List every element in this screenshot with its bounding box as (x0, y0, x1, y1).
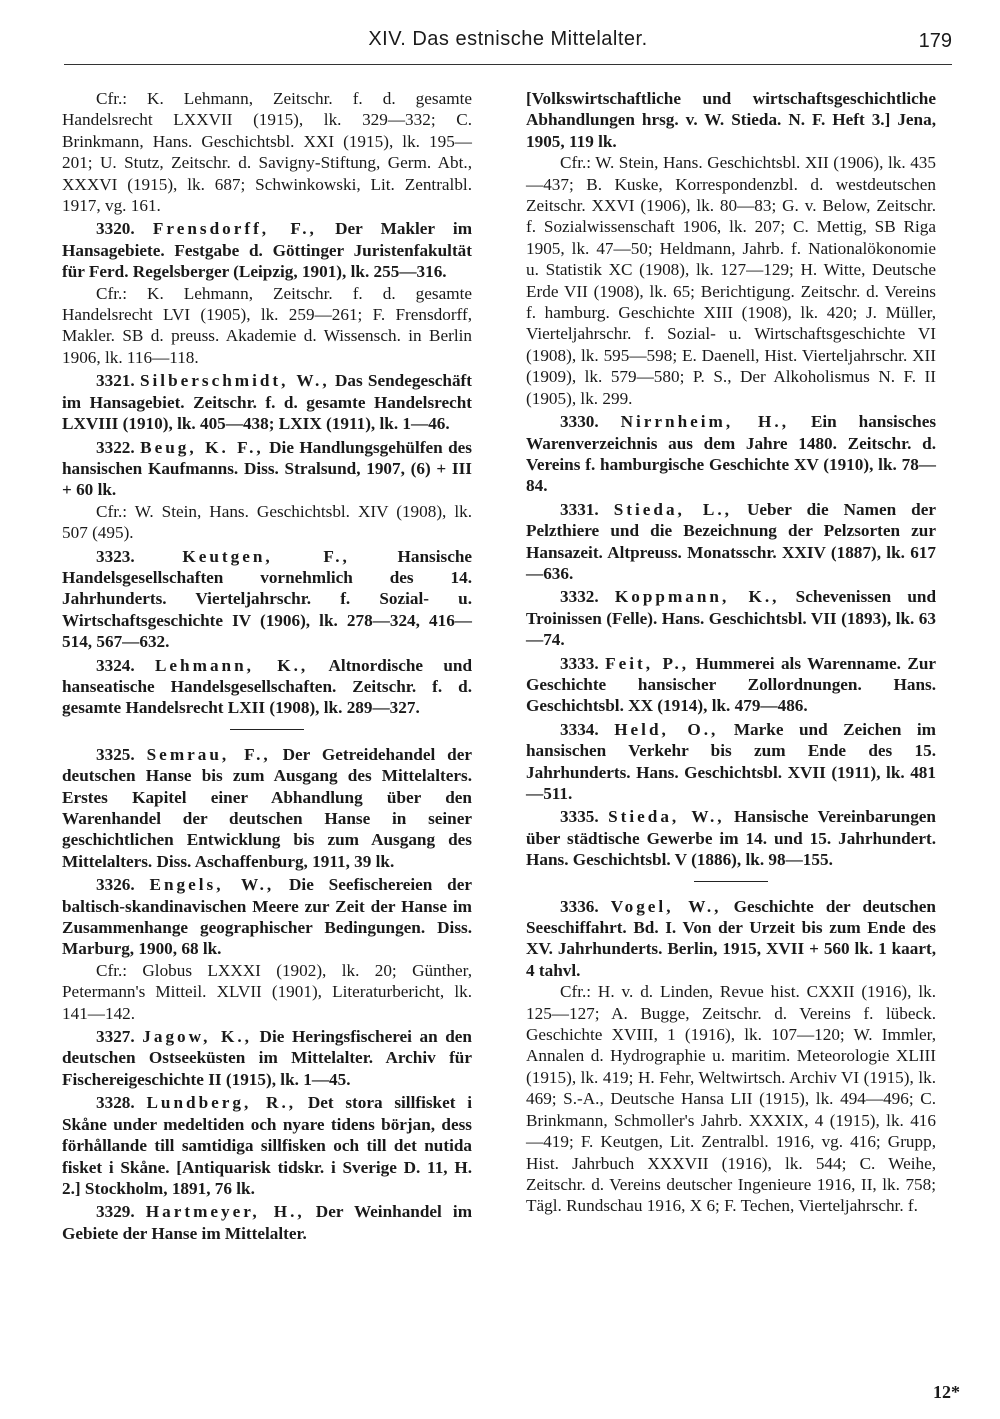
entry-author: Jagow, K., (142, 1027, 252, 1047)
entry-title: Der Weinhandel im Gebiete der Hanse im Mittelalter. (62, 1202, 473, 1243)
entry-title: [Volkswirtschaftliche und wirtschaftsgeschichtliche Abhandlungen hrsg. v. W. Stieda. N. F. Heft 3.] Jena, 1905, 119 lk. (526, 89, 936, 151)
entry-title: Das Sendegeschäft im Hansagebiet. Zeitschr. f. d. gesamte Handelsrecht LXVIII (1910), lk. 405—438; LXIX (1911), lk. 1—46. (62, 371, 472, 434)
entry-author: Held, O., (614, 719, 719, 739)
entry-author: Semrau, F., (146, 744, 271, 764)
entry-number: 3323. (96, 546, 135, 566)
page-header (64, 26, 952, 66)
entry-author: Feit, P., (605, 653, 690, 673)
entry-title: Det stora sillfisket i Skåne under medeltiden och nyare tidens början, dess förhållande till samtidiga sillfisken och till det nutida fisket i Skåne. [Antiquarisk tidskr. i Sverige D. 11, H. 2.] Stockholm, 1891, 76 lk. (62, 1093, 472, 1198)
page-number: 179 (918, 30, 952, 52)
bibliography-entry (62, 1092, 472, 1199)
entry-author: Koppmann, K., (614, 587, 780, 607)
right-column (526, 88, 936, 1219)
bibliography-entry (526, 806, 936, 870)
entry-title: Hansische Handelsgesellschaften vornehmlich des 14. Jahrhunderts. Vierteljahrschr. f. Sozial- u. Wirtschaftsgeschichte IV (1906), lk. 278—324, 416—514, 567—632. (62, 546, 473, 652)
entry-author: Hartmeyer, H., (145, 1202, 305, 1222)
bibliography-entry (62, 1026, 472, 1090)
entry-title: Hansische Vereinbarungen über städtische Gewerbe im 14. und 15. Jahrhundert. Hans. Geschichtsbl. V (1886), lk. 98—155. (526, 807, 936, 870)
entry-author: Frensdorff, F., (152, 219, 317, 239)
entry-number: 3324. (96, 655, 135, 675)
running-title: XIV. Das estnische Mittelalter. (368, 28, 648, 50)
entry-title: Der Getreidehandel der deutschen Hanse bis zum Ausgang des Mittelalters. Erstes Kapitel einer Abhandlung über den Warenhandel der deutschen Hanse in seiner geschichtlichen Entwicklung bis zum Ausgang des Mittelalters. Diss. Aschaffenburg, 1911, 39 lk. (62, 744, 472, 871)
entry-title: Ein hansisches Warenverzeichnis aus dem Jahre 1480. Zeitschr. d. Vereins f. hamburgische Geschichte XV (1910), lk. 78—84. (526, 412, 937, 496)
signature-mark: 12* (933, 1382, 960, 1402)
citation-review: Cfr.: H. v. d. Linden, Revue hist. CXXII (1916), lk. 125—127; A. Bugge, Zeitschr. d. Vereins f. lübeck. Geschichte XVIII, 1 (1916), lk. 107—120; W. Immler, Annalen d. Hydrographie u. maritim. Meteorologie XLIII (1915), lk. 419; H. Fehr, Weltwirtsch. Archiv VI (1915), lk. 469; S.-A., Deutsche Hansa LII (1915), lk. 494—496; C. Brinkmann, Schmoller's Jahrb. XXXIX, 4 (1915), lk. 416—419; F. Keutgen, Lit. Zentralbl. 1916, vg. 416; Grupp, Hist. Jahrbuch XXXVII (1916), lk. 544; C. Weihe, Zeitschr. d. Vereins deutscher Ingenieure 1916, II, lk. 758; Tägl. Rundschau 1916, X 6; F. Techen, Vierteljahrschr. f. (526, 982, 936, 1216)
entry-title: Die Handlungsgehülfen des hansischen Kaufmanns. Diss. Stralsund, 1907, (6) + III + 60 lk. (62, 437, 472, 500)
citation-review: Cfr.: Globus LXXXI (1902), lk. 20; Günther, Petermann's Mitteil. XLVII (1901), Literaturbericht, lk. 141—142. (62, 960, 472, 1023)
bibliography-entry (62, 874, 472, 1024)
entry-title: Altnordische und hanseatische Handelsgesellschaften. Zeitschr. f. d. gesamte Handelsrecht LXII (1908), lk. 289—327. (62, 655, 472, 718)
entry-number: 3322. (96, 437, 135, 457)
entry-title: Schevenissen und Troinissen (Felle). Hans. Geschichtsbl. VII (1893), lk. 63—74. (526, 587, 937, 650)
entry-number: 3336. (560, 896, 599, 916)
entry-title: Geschichte der deutschen Seeschiffahrt. Bd. I. Von der Urzeit bis zum Ende des XV. Jahrhunderts. Berlin, 1915, XVII + 560 lk. 1 kaart, 4 tahvl. (526, 896, 936, 980)
entry-number: 3331. (560, 499, 599, 519)
entry-number: 3330. (560, 412, 599, 432)
entry-title: Die Heringsfischerei an den deutschen Ostseeküsten im Mittelalter. Archiv für Fischereigeschichte II (1915), lk. 1—45. (62, 1027, 472, 1089)
entry-number: 3321. (96, 371, 135, 391)
entry-number: 3325. (96, 744, 135, 764)
entry-author: Keutgen, F., (182, 546, 350, 566)
entry-number: 3326. (96, 875, 135, 895)
citation-review: Cfr.: K. Lehmann, Zeitschr. f. d. gesamte Handelsrecht LVI (1905), lk. 259—261; F. Frensdorff, Makler. SB d. preuss. Akademie d. Wissensch. in Berlin 1906, lk. 116—118. (62, 283, 472, 367)
entry-author: Beug, K. F., (140, 437, 264, 457)
bibliography-entry (62, 437, 472, 544)
entry-author: Lehmann, K., (154, 655, 309, 675)
bibliography-entry (526, 719, 936, 805)
entry-number: 3327. (96, 1027, 135, 1047)
entry-title: Ueber die Namen der Pelzthiere und die Bezeichnung der Pelzsorten zur Hansazeit. Altpreuss. Monatsschr. XXIV (1887), lk. 617—636. (526, 499, 936, 583)
entry-number: 3334. (560, 719, 599, 739)
bibliography-entry (62, 1201, 472, 1244)
citation-review: Cfr.: W. Stein, Hans. Geschichtsbl. XIV (1908), lk. 507 (495). (62, 501, 472, 543)
entry-title: Marke und Zeichen im hansischen Verkehr bis zum Ende des 15. Jahrhunderts. Hans. Geschichtsbl. XVII (1911), lk. 481—511. (526, 719, 936, 803)
bibliography-entry (526, 411, 936, 497)
entry-number: 3333. (560, 653, 599, 673)
bibliography-entry (62, 655, 472, 719)
entry-number: 3332. (560, 587, 599, 607)
entry-number: 3335. (560, 807, 599, 827)
bibliography-entry (526, 499, 936, 585)
bibliography-entry (62, 218, 472, 368)
continuation-entry (526, 88, 936, 409)
entry-author: Silberschmidt, W., (139, 371, 330, 391)
citation-review: Cfr.: W. Stein, Hans. Geschichtsbl. XII (1906), lk. 435—437; B. Kuske, Korrespondenzbl. d. westdeutschen Zeitschr. XXVI (1906), lk. 80—83; G. v. Below, Zeitschr. f. Sozialwissenschaft 1906, lk. 207; C. Mettig, SB Riga 1905, lk. 47—50; Heldmann, Jahrb. f. Nationalökonomie u. Statistik XC (1908), lk. 127—129; H. Witte, Deutsche Erde VII (1908), lk. 65; Berichtigung. Zeitschr. d. Vereins f. hamburg. Geschichte XIII (1908), lk. 420; J. Müller, Vierteljahrschr. f. Sozial- u. Wirtschaftsgeschichte VI (1908), lk. 595—598; E. Daenell, Hist. Vierteljahrschr. XII (1909), lk. 579—580; P. S., Der Alkoholismus N. F. II (1905), lk. 299. (526, 153, 936, 408)
bibliography-entry (62, 546, 472, 653)
bibliography-entry (62, 744, 472, 872)
entry-title: Hummerei als Warenname. Zur Geschichte hansischer Zollordnungen. Hans. Geschichtsbl. XX (1914), lk. 479—486. (526, 653, 937, 716)
bibliography-entry (526, 896, 936, 1217)
left-column (62, 88, 472, 1246)
header-rule (64, 64, 952, 65)
entry-author: Nirrnheim, H., (620, 412, 790, 432)
bibliography-entry (62, 370, 472, 434)
section-separator (694, 881, 768, 882)
entry-title: Der Makler im Hansagebiete. Festgabe d. Göttinger Juristenfakultät für Ferd. Regelsberger (Leipzig, 1901), lk. 255—316. (62, 219, 473, 282)
bibliography-entry (526, 653, 936, 717)
entry-author: Stieda, W., (608, 807, 725, 827)
bibliography-entry (526, 586, 936, 650)
entry-author: Stieda, L., (613, 499, 732, 519)
entry-author: Vogel, W., (610, 896, 722, 916)
section-separator (230, 729, 304, 730)
citation-review: Cfr.: K. Lehmann, Zeitschr. f. d. gesamte Handelsrecht LXXVII (1915), lk. 329—332; C. Brinkmann, Hans. Geschichtsbl. XXI (1915), lk. 195—201; U. Stutz, Zeitschr. d. Savigny-Stiftung, Germ. Abt., XXXVI (1915), lk. 687; Schwinkowski, Lit. Zentralbl. 1917, vg. 161. (62, 89, 472, 216)
entry-author: Lundberg, R., (146, 1093, 297, 1113)
entry-author: Engels, W., (149, 875, 275, 895)
entry-number: 3328. (96, 1093, 135, 1113)
entry-number: 3329. (96, 1202, 135, 1222)
continuation-entry (62, 88, 472, 216)
entry-title: Die Seefischereien der baltisch-skandinavischen Meere zur Zeit der Hanse im Zusammenhange geographischer Bedingungen. Diss. Marburg, 1900, 68 lk. (62, 875, 472, 959)
entry-number: 3320. (96, 219, 135, 239)
